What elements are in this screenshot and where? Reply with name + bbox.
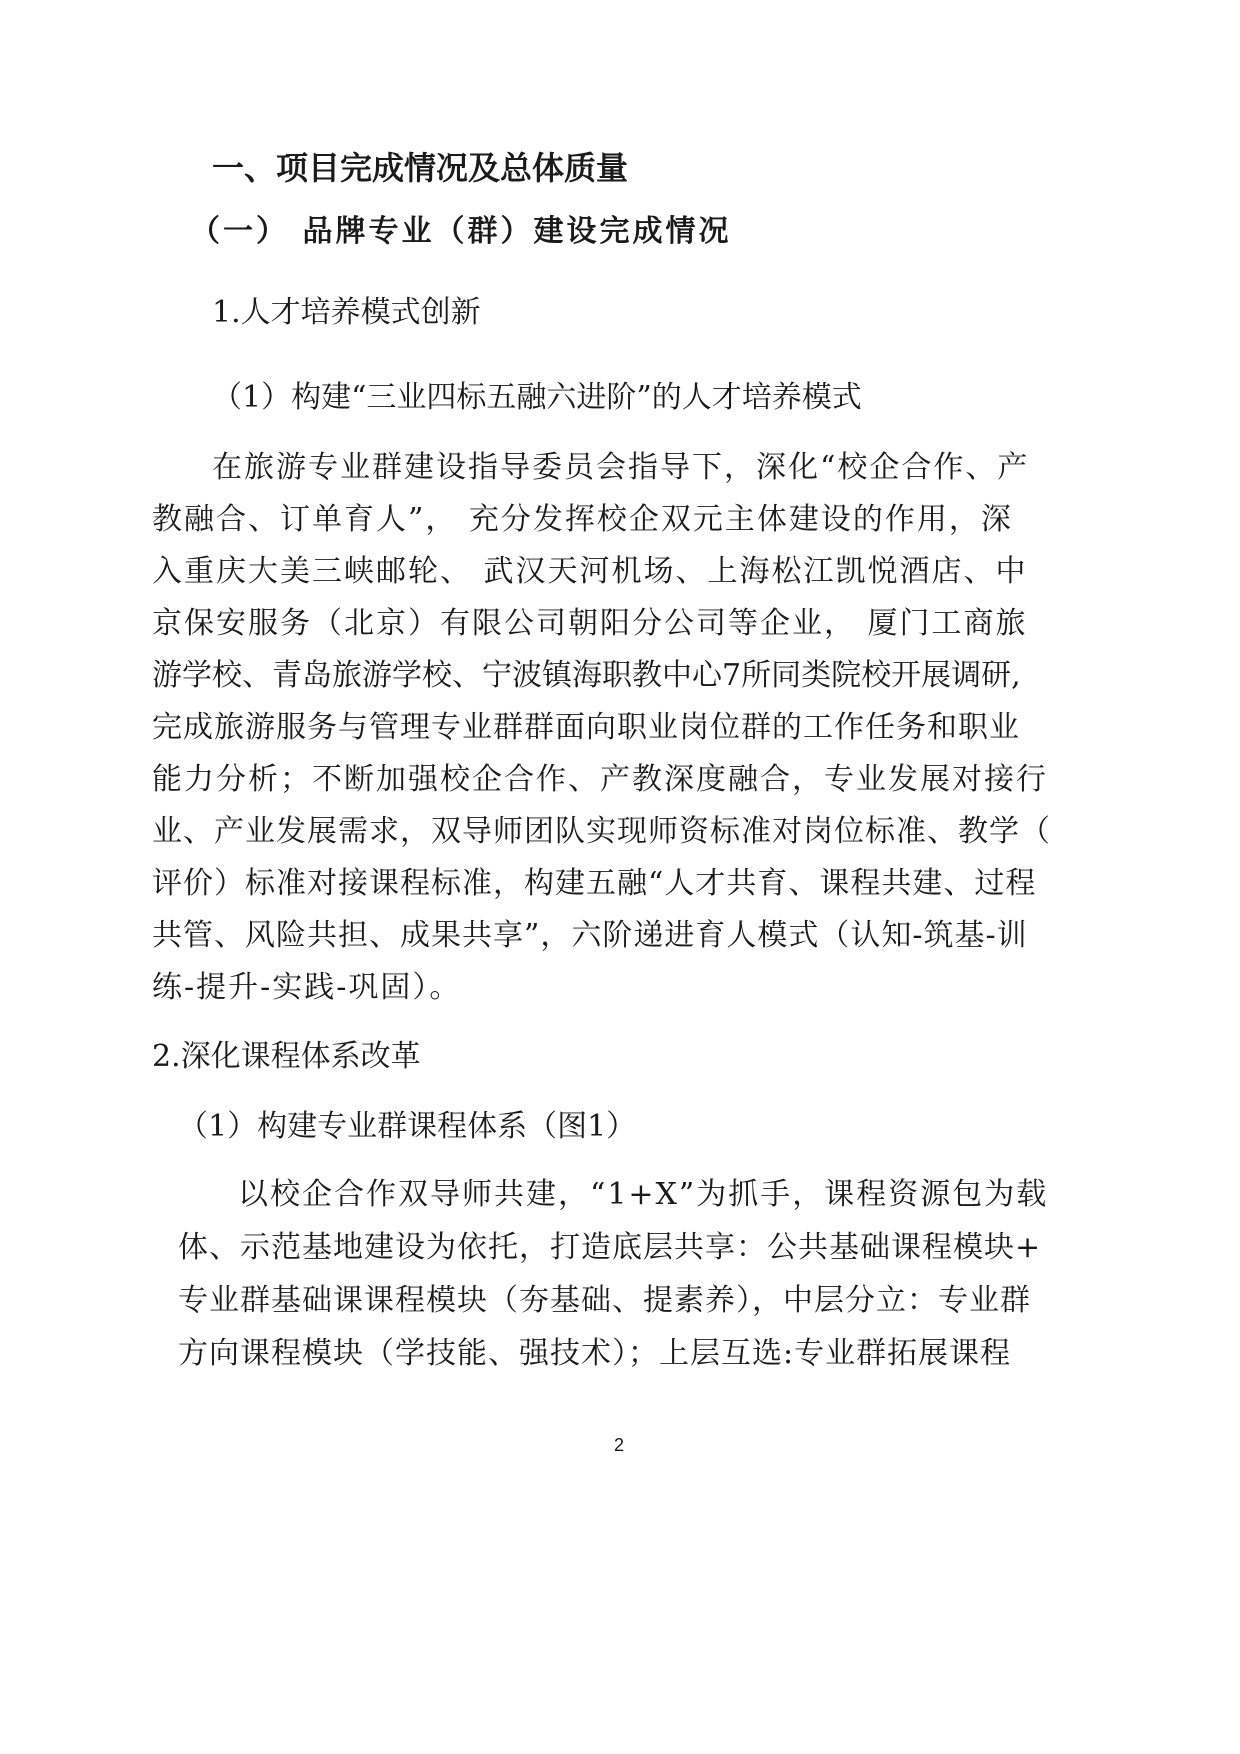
section-2-subtitle: （1）构建专业群课程体系（图1） — [178, 1109, 637, 1144]
paragraph-1-line: 在旅游专业群建设指导委员会指导下，深化“校企合作、产 — [212, 450, 1030, 485]
paragraph-2-line: 以校企合作双导师共建，“1+X”为抓手，课程资源包为载 — [238, 1177, 1049, 1212]
paragraph-1-line: 共管、风险共担、成果共享”，六阶递进育人模式（认知-筑基-训 — [152, 918, 1028, 953]
heading-level-2: （一） 品牌专业（群）建设完成情况 — [190, 214, 732, 249]
paragraph-2-line: 体、示范基地建设为依托，打造底层共享：公共基础课程模块+ — [178, 1230, 1042, 1265]
paragraph-1-line: 评价）标准对接课程标准，构建五融“人才共育、课程共建、过程 — [152, 866, 1037, 901]
paragraph-2-line: 专业群基础课课程模块（夯基础、提素养），中层分立：专业群 — [178, 1283, 1031, 1318]
section-1-title: 1.人才培养模式创新 — [212, 295, 481, 330]
paragraph-1-line: 完成旅游服务与管理专业群群面向职业岗位群的工作任务和职业 — [152, 710, 1020, 745]
heading-level-1: 一、项目完成情况及总体质量 — [212, 149, 629, 187]
paragraph-1-line: 教融合、订单育人”， 充分发挥校企双元主体建设的作用，深 — [152, 502, 1013, 537]
paragraph-1-line: 游学校、青岛旅游学校、宁波镇海职教中心7所同类院校开展调研, — [152, 658, 1021, 693]
paragraph-2-line: 方向课程模块（学技能、强技术）；上层互选:专业群拓展课程 — [178, 1336, 1012, 1371]
section-1-subtitle: （1）构建“三业四标五融六进阶”的人才培养模式 — [212, 380, 862, 415]
page-number: 2 — [614, 1435, 625, 1455]
paragraph-1-line: 能力分析；不断加强校企合作、产教深度融合，专业发展对接行 — [152, 762, 1048, 797]
paragraph-1-line: 业、产业发展需求，双导师团队实现师资标准对岗位标准、教学（ — [152, 814, 1051, 849]
section-2-title: 2.深化课程体系改革 — [152, 1039, 421, 1074]
paragraph-1-line: 京保安服务（北京）有限公司朝阳分公司等企业， 厦门工商旅 — [152, 606, 1028, 641]
paragraph-1-line: 入重庆大美三峡邮轮、 武汉天河机场、上海松江凯悦酒店、中 — [152, 554, 1028, 589]
paragraph-1-line: 练-提升-实践-巩固）。 — [152, 970, 462, 1005]
